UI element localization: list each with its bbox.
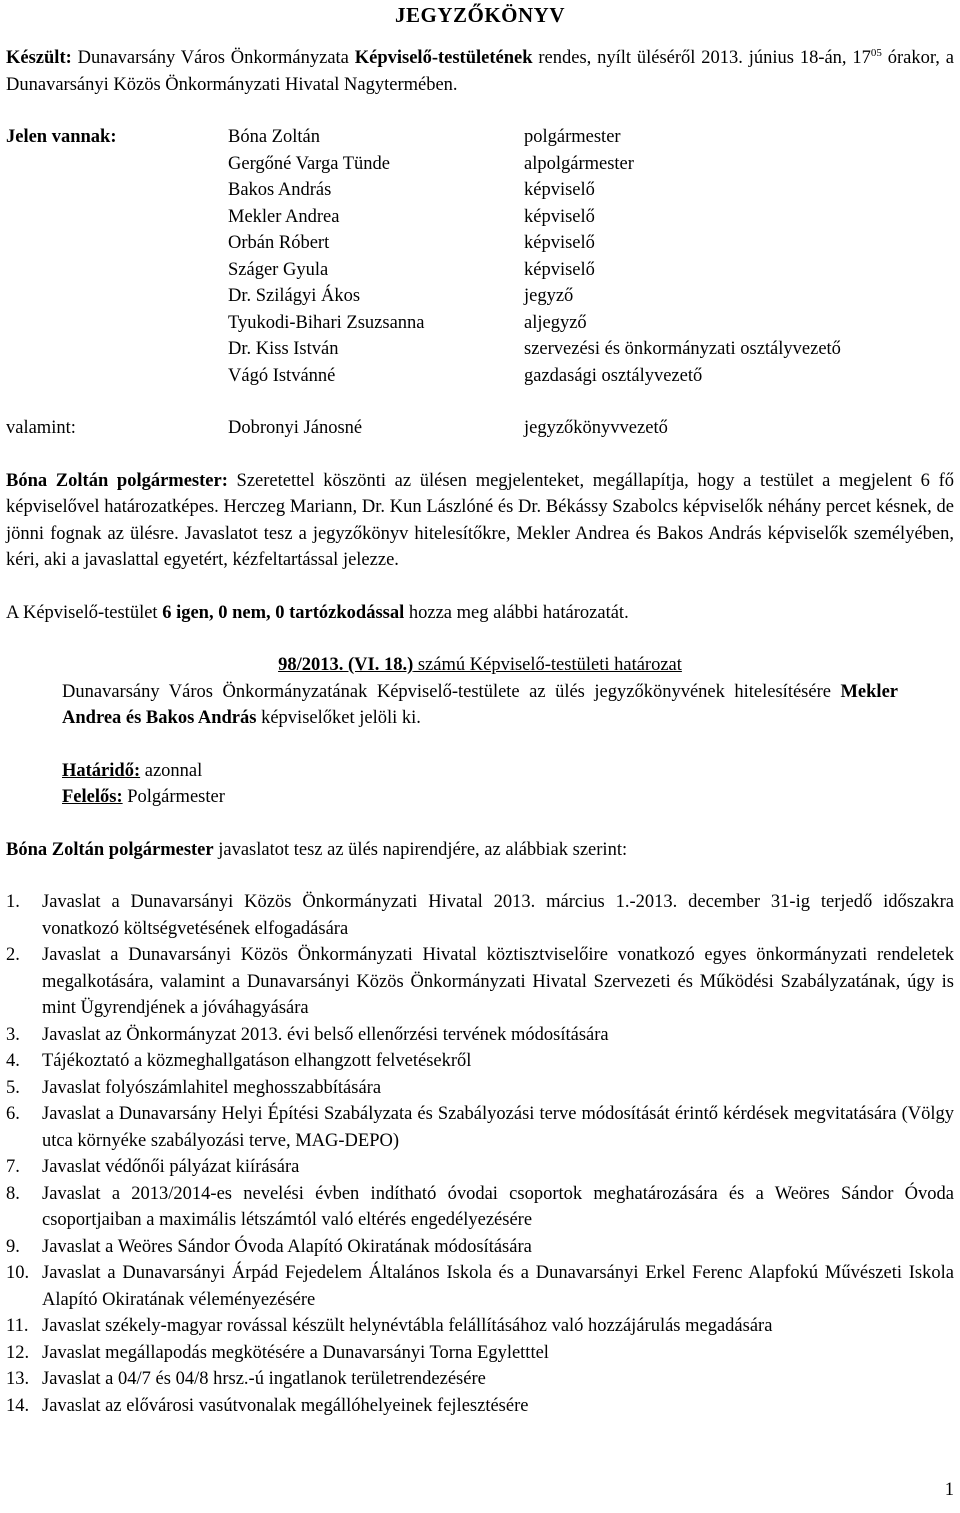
attendee-label-spacer <box>6 230 228 257</box>
attendee-row <box>6 151 841 178</box>
intro-paragraph <box>6 45 954 98</box>
agenda-item-text: Javaslat a Dunavarsányi Árpád Fejedelem Általános Iskola és a Dunavarsányi Erkel Ferenc Alapfokú Művészeti Iskola Alapító Okiratának véleményezésére <box>42 1263 954 1310</box>
agenda-item-text: Javaslat a Dunavarsányi Közös Önkormányzati Hivatal 2013. március 1.-2013. december 31-ig terjedő időszakra vonatkozó költségvetésének elfogadására <box>42 892 954 939</box>
agenda-item-number: 7. <box>6 1157 20 1177</box>
attendee-role: polgármester <box>524 127 621 147</box>
agenda-item-number: 9. <box>6 1236 20 1257</box>
agenda-item <box>6 1181 954 1234</box>
also-present-table <box>6 415 668 442</box>
deadline-value: azonnal <box>140 760 203 781</box>
attendee-row <box>6 177 841 204</box>
attendee-row <box>6 283 841 310</box>
agenda-item <box>6 1075 954 1102</box>
intro-text-2: rendes, nyílt üléséről 2013. június 18-án, 17 <box>532 48 871 68</box>
agenda-item-number: 10. <box>6 1263 30 1283</box>
attendees-table <box>6 124 841 389</box>
vote-result: 6 igen, 0 nem, 0 tartózkodással <box>162 602 405 623</box>
agenda-list <box>6 889 954 1419</box>
document-page <box>6 0 954 1419</box>
attendee-role: gazdasági osztályvezető <box>524 365 703 386</box>
agenda-item <box>6 1154 954 1181</box>
page-number: 1 <box>944 1480 954 1500</box>
attendee-label-spacer <box>6 336 228 363</box>
agenda-item-number: 12. <box>6 1342 30 1363</box>
attendee-label-spacer <box>6 151 228 178</box>
agenda-intro-speaker: Bóna Zoltán polgármester <box>6 839 214 860</box>
resolution-body <box>6 679 954 732</box>
attendee-name: Dr. Szilágyi Ákos <box>228 286 361 306</box>
document-title: JEGYZŐKÖNYV <box>394 3 565 27</box>
attendee-role: képviselő <box>524 180 595 200</box>
attendee-name: Dr. Kiss István <box>228 339 339 359</box>
agenda-item-number: 4. <box>6 1051 20 1071</box>
attendee-label-spacer <box>6 177 228 204</box>
agenda-item-number: 8. <box>6 1183 20 1204</box>
attendee-row <box>6 257 841 284</box>
intro-text-3: órakor, a Dunavarsányi Közös Önkormányzati Hivatal Nagytermében. <box>6 48 954 95</box>
agenda-item <box>6 1340 954 1367</box>
agenda-item <box>6 1366 954 1393</box>
attendee-role: képviselő <box>524 233 595 253</box>
intro-text-1: Dunavarsány Város Önkormányzata <box>71 48 355 68</box>
attendee-row <box>6 124 841 151</box>
vote-paragraph <box>6 600 954 627</box>
attendee-name: Tyukodi-Bihari Zsuzsanna <box>228 312 425 333</box>
attendee-role: alpolgármester <box>524 153 634 174</box>
attendee-role: jegyző <box>524 286 574 306</box>
attendee-label-spacer <box>6 257 228 284</box>
agenda-item-number: 2. <box>6 945 20 965</box>
attendee-name: Mekler Andrea <box>228 206 340 227</box>
agenda-item-text: Javaslat a Weöres Sándor Óvoda Alapító Okiratának módosítására <box>42 1236 532 1257</box>
agenda-item-text: Javaslat a Dunavarsányi Közös Önkormányzati Hivatal köztisztviselőire vonatkozó egyes önkormányzati rendeletek megalkotására, valamint a Dunavarsányi Közös Önkormányzati Hivatal Szervezeti és Működési Szabályzatának, úgy is mint Ügyrendjének a jóváhagyására <box>42 945 954 1018</box>
attendee-role: szervezési és önkormányzati osztályvezető <box>524 339 841 359</box>
agenda-item-text: Javaslat a 2013/2014-es nevelési évben indítható óvodai csoportok meghatározására és a Weöres Sándor Óvoda csoportjaiban a maximális létszámtól való eltérés engedélyezésére <box>42 1183 954 1230</box>
attendee-name: Vágó Istvánné <box>228 365 336 386</box>
agenda-item <box>6 889 954 942</box>
agenda-item <box>6 1260 954 1313</box>
resolution-heading <box>6 652 954 679</box>
agenda-item-text: Javaslat székely-magyar rovással készült helynévtábla felállításához való hozzájárulás megadására <box>42 1316 773 1336</box>
resolution-heading-text: számú Képviselő-testületi határozat <box>413 655 682 675</box>
responsible-line <box>62 784 954 811</box>
agenda-item-number: 1. <box>6 892 20 912</box>
attendee-name: Gergőné Varga Tünde <box>228 153 391 174</box>
agenda-item-text: Javaslat folyószámlahitel meghosszabbítására <box>42 1077 382 1098</box>
attendee-row <box>6 310 841 337</box>
resolution-names: Mekler Andrea és Bakos András <box>62 681 898 728</box>
agenda-item-text: Tájékoztató a közmeghallgatáson elhangzott felvetésekről <box>42 1051 472 1071</box>
agenda-item-number: 5. <box>6 1077 20 1098</box>
attendee-label-spacer <box>6 283 228 310</box>
agenda-item <box>6 1313 954 1340</box>
also-present-name: Dobronyi Jánosné <box>228 418 363 438</box>
responsible-label: Felelős: <box>62 787 123 807</box>
also-present-role: jegyzőkönyvvezető <box>524 418 668 438</box>
vote-text-1: A Képviselő-testület <box>6 602 163 623</box>
agenda-intro-text: javaslatot tesz az ülés napirendjére, az alábbiak szerint: <box>213 839 628 860</box>
attendee-label-spacer <box>6 310 228 337</box>
also-present-row <box>6 415 668 442</box>
deadline-label: Határidő: <box>62 760 141 781</box>
agenda-item-text: Javaslat védőnői pályázat kiírására <box>42 1157 300 1177</box>
agenda-item <box>6 1048 954 1075</box>
intro-label: Készült: <box>6 48 72 68</box>
intro-time-minutes: 05 <box>870 46 882 59</box>
agenda-item <box>6 942 954 1022</box>
agenda-item-text: Javaslat a 04/7 és 04/8 hrsz.-ú ingatlanok területrendezésére <box>42 1369 486 1389</box>
agenda-item <box>6 1101 954 1154</box>
attendee-label-spacer <box>6 204 228 231</box>
attendees-label: Jelen vannak: <box>6 127 117 147</box>
attendee-role: aljegyző <box>524 312 587 333</box>
resolution-meta <box>6 758 954 811</box>
attendee-row <box>6 336 841 363</box>
agenda-item-text: Javaslat megállapodás megkötésére a Dunavarsányi Torna Egyletttel <box>42 1342 549 1363</box>
attendee-name: Bóna Zoltán <box>228 127 320 147</box>
attendee-role: képviselő <box>524 259 595 280</box>
attendee-name: Bakos András <box>228 180 332 200</box>
agenda-item-text: Javaslat az elővárosi vasútvonalak megállóhelyeinek fejlesztésére <box>42 1395 529 1416</box>
opening-speaker: Bóna Zoltán polgármester: <box>6 470 228 491</box>
also-present-label: valamint: <box>6 418 76 438</box>
agenda-item-number: 11. <box>6 1316 29 1336</box>
deadline-line <box>62 758 954 785</box>
responsible-value: Polgármester <box>122 787 225 807</box>
resolution-text-2: képviselőket jelöli ki. <box>256 708 421 728</box>
opening-paragraph <box>6 468 954 574</box>
resolution-number: 98/2013. (VI. 18.) <box>278 655 414 675</box>
agenda-item-number: 13. <box>6 1369 30 1389</box>
agenda-item-text: Javaslat az Önkormányzat 2013. évi belső ellenőrzési tervének módosítására <box>42 1024 609 1045</box>
attendee-name: Száger Gyula <box>228 259 329 280</box>
agenda-item-number: 3. <box>6 1024 20 1045</box>
resolution-text-1: Dunavarsány Város Önkormányzatának Képviselő-testülete az ülés jegyzőkönyvének hitelesítésére <box>62 681 841 702</box>
agenda-item-text: Javaslat a Dunavarsány Helyi Építési Szabályzata és Szabályozási terve módosítását érintő kérdések megvitatására (Völgy utca környéke szabályozási terve, MAG-DEPO) <box>42 1104 954 1151</box>
attendee-role: képviselő <box>524 206 595 227</box>
agenda-item <box>6 1022 954 1049</box>
opening-text: Szeretettel köszönti az ülésen megjelenteket, megállapítja, hogy a testület a megjelent 6 fő képviselővel határozatképes. Herczeg Mariann, Dr. Kun Lászlóné és Dr. Békássy Szabolcs képviselők néhány percet késnek, de jönni fognak az ülésre. Javaslatot tesz a jegyzőkönyv hitelesítőkre, Mekler Andrea és Bakos András képviselők személyében, kéri, aki a javaslattal egyetért, kézfeltartással jelezze. <box>6 470 954 570</box>
vote-text-2: hozza meg alábbi határozatát. <box>404 602 629 623</box>
agenda-item <box>6 1234 954 1261</box>
intro-body: Képviselő-testületének <box>354 48 533 68</box>
attendee-row <box>6 204 841 231</box>
agenda-item-number: 14. <box>6 1395 30 1416</box>
attendee-name: Orbán Róbert <box>228 233 330 253</box>
attendee-label-spacer <box>6 363 228 390</box>
attendee-row <box>6 230 841 257</box>
attendee-row <box>6 363 841 390</box>
agenda-item-number: 6. <box>6 1104 20 1124</box>
agenda-intro <box>6 837 954 864</box>
agenda-item <box>6 1393 954 1420</box>
